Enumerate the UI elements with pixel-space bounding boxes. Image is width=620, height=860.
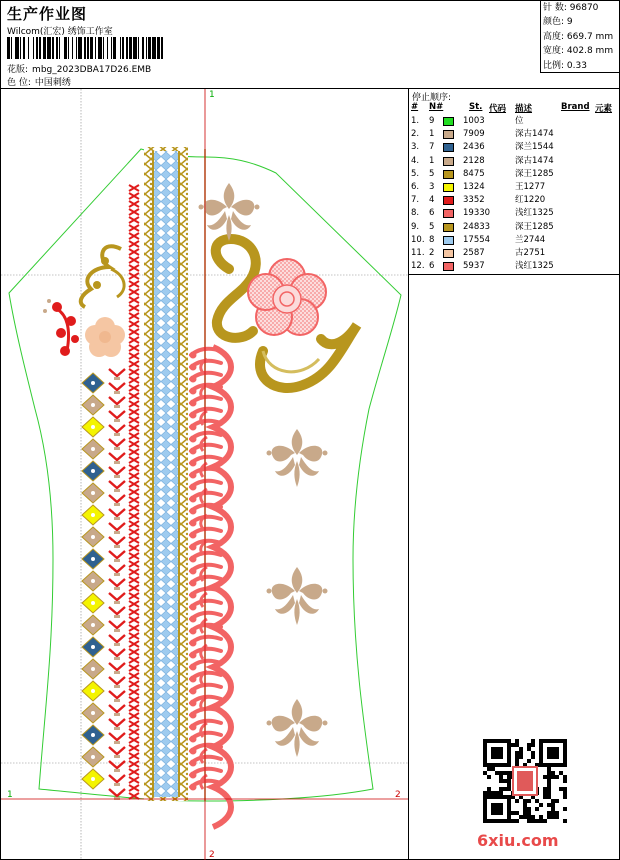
row-code: 2128 bbox=[463, 155, 485, 166]
row-description: 深王1285 bbox=[515, 168, 554, 179]
blue-lace-band bbox=[153, 151, 179, 797]
row-index: 5. bbox=[411, 168, 420, 179]
table-row bbox=[409, 168, 620, 181]
table-row bbox=[409, 247, 620, 260]
table-row bbox=[409, 221, 620, 234]
stats-box bbox=[540, 1, 620, 73]
gold-scroll-flower-motif bbox=[216, 239, 357, 388]
guide-left-label: 1 bbox=[7, 790, 13, 800]
stop-sequence-panel bbox=[409, 89, 620, 275]
color-swatch bbox=[443, 209, 454, 218]
col-description: 描述 bbox=[515, 104, 533, 114]
stat-stitches bbox=[541, 1, 620, 15]
table-row bbox=[409, 128, 620, 141]
stat-label: 比例: bbox=[543, 60, 565, 71]
guide-top-label: 1 bbox=[209, 90, 215, 100]
table-row bbox=[409, 181, 620, 194]
row-index: 1. bbox=[411, 116, 420, 126]
row-needle: 3 bbox=[429, 181, 435, 192]
qr-code bbox=[483, 739, 567, 823]
stat-width bbox=[541, 44, 620, 58]
stat-label: 高度: bbox=[543, 31, 565, 42]
row-index: 10. bbox=[411, 234, 425, 245]
row-description: 深古1474 bbox=[515, 129, 554, 140]
col-needle: N# bbox=[429, 102, 444, 112]
row-code: 19330 bbox=[463, 208, 491, 219]
color-swatch bbox=[443, 183, 454, 192]
embroidery-design-area bbox=[1, 89, 409, 860]
guide-right-label: 2 bbox=[395, 790, 401, 800]
row-description: 浅红1325 bbox=[515, 208, 554, 219]
design-file-label: 花版: bbox=[7, 65, 29, 75]
design-file-line bbox=[7, 62, 151, 75]
row-code: 2587 bbox=[463, 247, 485, 258]
table-row bbox=[409, 207, 620, 220]
sheet-title: 生产作业图 bbox=[7, 5, 88, 23]
row-code: 7909 bbox=[463, 129, 485, 140]
row-description: 浅红1325 bbox=[515, 261, 554, 272]
fleur-motif-top bbox=[199, 183, 260, 241]
col-brand: Brand bbox=[561, 102, 590, 112]
color-swatch bbox=[443, 170, 454, 179]
col-stitch: St. bbox=[469, 102, 483, 112]
row-index: 11. bbox=[411, 247, 425, 258]
fleur-motif-bottom bbox=[267, 699, 328, 757]
row-needle: 9 bbox=[429, 116, 435, 126]
table-row bbox=[409, 234, 620, 247]
color-swatch bbox=[443, 157, 454, 166]
row-index: 12. bbox=[411, 261, 425, 272]
row-code: 17554 bbox=[463, 234, 491, 245]
row-code: 2436 bbox=[463, 142, 485, 153]
row-code: 1003 bbox=[463, 116, 485, 126]
design-file-name: mbg_2023DBA17D26.EMB bbox=[32, 65, 152, 75]
row-code: 3352 bbox=[463, 195, 485, 206]
row-needle: 6 bbox=[429, 208, 435, 219]
row-index: 2. bbox=[411, 129, 420, 140]
embroidery-design bbox=[1, 89, 409, 860]
color-swatch bbox=[443, 143, 454, 152]
red-sprig-motif bbox=[43, 299, 79, 356]
stat-height bbox=[541, 30, 620, 44]
stat-value: 402.8 mm bbox=[566, 46, 614, 57]
row-needle: 4 bbox=[429, 195, 435, 206]
color-swatch bbox=[443, 223, 454, 232]
stat-value: 9 bbox=[566, 17, 573, 28]
row-description: 深兰1544 bbox=[515, 142, 554, 153]
guide-bottom-label: 2 bbox=[209, 850, 215, 860]
chevron-column bbox=[109, 369, 125, 800]
row-needle: 7 bbox=[429, 142, 435, 153]
row-code: 8475 bbox=[463, 168, 485, 179]
stat-colors bbox=[541, 15, 620, 29]
row-code: 5937 bbox=[463, 261, 485, 272]
sheet-header bbox=[1, 1, 620, 89]
color-name: 中国刺绣 bbox=[34, 78, 71, 88]
color-label: 色 位: bbox=[7, 78, 31, 88]
row-description: 深王1285 bbox=[515, 221, 554, 232]
color-line bbox=[7, 75, 71, 88]
color-swatch bbox=[443, 130, 454, 139]
row-code: 1324 bbox=[463, 181, 485, 192]
row-description: 王1277 bbox=[515, 181, 546, 192]
fleur-motif-mid bbox=[267, 429, 328, 487]
row-needle: 2 bbox=[429, 247, 435, 258]
col-index: # bbox=[411, 102, 419, 112]
color-swatch bbox=[443, 117, 454, 126]
col-code: 代码 bbox=[489, 104, 507, 114]
stat-label: 颜色: bbox=[543, 17, 565, 28]
row-index: 7. bbox=[411, 195, 420, 206]
col-element: 元素 bbox=[595, 104, 613, 114]
barcode bbox=[7, 37, 233, 59]
table-row bbox=[409, 115, 620, 128]
row-needle: 5 bbox=[429, 168, 435, 179]
stop-sequence-title: 停止顺序: bbox=[412, 93, 452, 103]
row-description: 深古1474 bbox=[515, 155, 554, 166]
peach-flower-motif bbox=[85, 317, 125, 357]
table-row bbox=[409, 141, 620, 154]
diamond-motif-column bbox=[82, 373, 104, 789]
company-name: Wilcom(汇宏) 绣饰工作室 bbox=[7, 27, 113, 37]
row-needle: 1 bbox=[429, 129, 435, 140]
stat-scale bbox=[541, 59, 620, 73]
row-needle: 6 bbox=[429, 261, 435, 272]
color-swatch bbox=[443, 262, 454, 271]
row-description: 红1220 bbox=[515, 195, 546, 206]
stat-value: 669.7 mm bbox=[566, 31, 614, 42]
table-row bbox=[409, 155, 620, 168]
table-row bbox=[409, 260, 620, 273]
color-swatch bbox=[443, 196, 454, 205]
color-swatch bbox=[443, 249, 454, 258]
row-code: 24833 bbox=[463, 221, 491, 232]
row-needle: 5 bbox=[429, 221, 435, 232]
fleur-motif-lower bbox=[267, 567, 328, 625]
row-index: 8. bbox=[411, 208, 420, 219]
row-index: 4. bbox=[411, 155, 420, 166]
stat-label: 宽度: bbox=[543, 46, 565, 57]
row-description: 位 bbox=[515, 116, 524, 126]
color-swatch bbox=[443, 236, 454, 245]
row-index: 3. bbox=[411, 142, 420, 153]
stop-sequence-header bbox=[409, 102, 620, 114]
watermark-text: 6xiu.com bbox=[477, 831, 559, 850]
row-index: 6. bbox=[411, 181, 420, 192]
stop-sequence-rows bbox=[409, 115, 620, 273]
stat-value: 96870 bbox=[569, 3, 599, 13]
row-needle: 8 bbox=[429, 234, 435, 245]
red-cross-stitch-column bbox=[129, 185, 139, 799]
coral-vine-motif bbox=[190, 347, 232, 827]
row-description: 古2751 bbox=[515, 247, 546, 258]
stat-value: 0.33 bbox=[566, 60, 587, 71]
row-description: 兰2744 bbox=[515, 234, 546, 245]
table-row bbox=[409, 194, 620, 207]
row-index: 9. bbox=[411, 221, 420, 232]
row-needle: 1 bbox=[429, 155, 435, 166]
stat-label: 针 数: bbox=[543, 3, 567, 13]
gold-swirl-motif bbox=[81, 246, 124, 307]
